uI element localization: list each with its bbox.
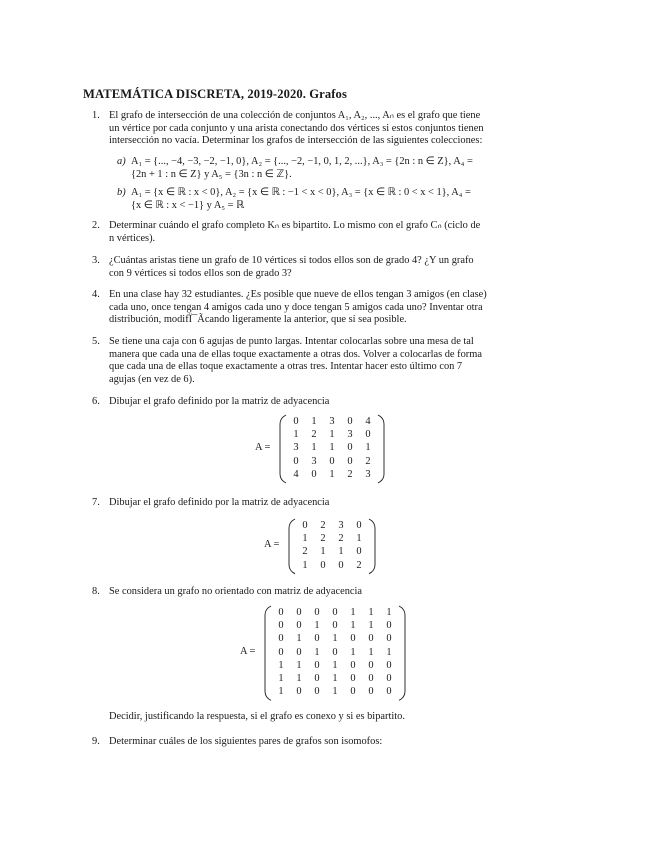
matrix-cell: 0 — [338, 559, 344, 571]
matrix-cell: 1 — [278, 659, 284, 671]
matrix-cell: 0 — [314, 673, 320, 684]
text-line: Decidir, justificando la respuesta, si el grafo es conexo y si es bipartito. — [109, 711, 405, 722]
matrix-cell: 0 — [356, 546, 362, 558]
text-line: Determinar cuándo el grafo completo Kₙ es bipartito. Lo mismo con el grafo Cₙ (ciclo de — [109, 220, 481, 231]
matrix-cell: 1 — [320, 546, 326, 558]
matrix-cell: 0 — [296, 607, 302, 618]
problem-5 — [92, 336, 562, 386]
matrix-cell: 3 — [347, 429, 353, 441]
matrix-cell: 2 — [320, 520, 326, 531]
matrix-cell: 1 — [368, 620, 374, 632]
matrix-cell: 1 — [332, 686, 338, 698]
matrix-cell: 4 — [365, 416, 371, 427]
right-paren — [368, 518, 376, 575]
matrix-cell: 0 — [350, 673, 356, 684]
problem-1a — [117, 156, 557, 181]
matrix-cell: 3 — [311, 455, 317, 467]
matrix-cell: 0 — [278, 646, 284, 658]
text-line: A₁ = {x ∈ ℝ : x < 0}, A₂ = {x ∈ ℝ : −1 < x < 0}, A₃ = {x ∈ ℝ : 0 < x < 1}, A₄ = — [131, 187, 471, 198]
matrix-cell: 0 — [296, 686, 302, 698]
matrix-cell: 0 — [278, 620, 284, 632]
left-paren — [279, 414, 287, 484]
problem-number: 7. — [92, 497, 100, 508]
text-line: manera que cada una de ellas toque exactamente a otras dos. Volver a colocarlas de forma — [109, 348, 482, 360]
matrix-cell: 0 — [350, 633, 356, 645]
matrix-cell: 1 — [365, 442, 371, 454]
matrix-cell: 1 — [302, 559, 308, 571]
matrix-cell: 1 — [311, 442, 317, 454]
matrix-cell: 0 — [311, 468, 317, 480]
matrix-cell: 0 — [320, 559, 326, 571]
matrix-cell: 0 — [386, 659, 392, 671]
matrix-cell: 3 — [365, 468, 371, 480]
text-line: cada uno, once tengan 4 amigos cada uno y doce tengan 5 amigos cada uno? Inventar otra — [109, 301, 483, 313]
matrix-cell: 1 — [278, 686, 284, 698]
problem-2 — [92, 220, 562, 245]
problem-number: 8. — [92, 586, 100, 597]
problem-number: 6. — [92, 396, 100, 407]
matrix-cell: 0 — [293, 416, 299, 427]
matrix-cell: 0 — [296, 620, 302, 632]
matrix-cell: 3 — [338, 520, 344, 531]
problem-6 — [92, 396, 562, 409]
matrix-cell: 1 — [296, 633, 302, 645]
problem-7 — [92, 497, 562, 510]
matrix-cell: 1 — [368, 607, 374, 618]
matrix-label: A = — [264, 539, 280, 551]
matrix-cell: 4 — [293, 468, 299, 480]
matrix-cell: 1 — [368, 646, 374, 658]
matrix-cell: 1 — [296, 673, 302, 684]
matrix-cell: 2 — [338, 533, 344, 545]
matrix-cell: 1 — [332, 673, 338, 684]
matrix-cell: 0 — [347, 455, 353, 467]
matrix-cell: 0 — [332, 607, 338, 618]
matrix-label: A = — [255, 442, 271, 453]
matrix-cell: 0 — [350, 686, 356, 698]
matrix-cell: 0 — [386, 686, 392, 698]
matrix-cell: 0 — [356, 520, 362, 531]
matrix-cell: 0 — [386, 673, 392, 684]
matrix-cell: 0 — [296, 646, 302, 658]
matrix-cell: 1 — [278, 673, 284, 684]
matrix-cell: 0 — [302, 520, 308, 531]
matrix-cell: 0 — [368, 673, 374, 684]
sub-label: b) — [117, 187, 126, 198]
problem-9 — [92, 736, 562, 749]
matrix-cell: 3 — [293, 442, 299, 454]
matrix-label: A = — [240, 646, 256, 658]
text-line: Se tiene una caja con 6 agujas de punto largas. Intentar colocarlas sobre una mesa de tal — [109, 336, 474, 347]
text-line: con 9 vértices si todos ellos son de grado 3? — [109, 267, 292, 279]
matrix-cell: 1 — [350, 620, 356, 632]
matrix-cell: 1 — [293, 429, 299, 441]
right-paren — [377, 414, 385, 484]
matrix-cell: 1 — [350, 646, 356, 658]
matrix-cell: 2 — [302, 546, 308, 558]
text-line: En una clase hay 32 estudiantes. ¿Es posible que nueve de ellos tengan 3 amigos (en clase) — [109, 289, 487, 300]
matrix-cell: 0 — [368, 686, 374, 698]
matrix-cell: 0 — [314, 633, 320, 645]
matrix-cell: 0 — [332, 646, 338, 658]
right-paren — [398, 605, 406, 701]
text-line: ¿Cuántas aristas tiene un grafo de 10 vértices si todos ellos son de grado 4? ¿Y un grafo — [109, 255, 474, 266]
matrix-cell: 0 — [350, 659, 356, 671]
text-line: Se considera un grafo no orientado con matriz de adyacencia — [109, 586, 363, 597]
text-line: n vértices). — [109, 232, 156, 244]
matrix-cell: 0 — [368, 633, 374, 645]
matrix-cell: 0 — [347, 416, 353, 427]
matrix-cell: 2 — [347, 468, 353, 480]
matrix-cell: 1 — [332, 659, 338, 671]
matrix-cell: 1 — [338, 546, 344, 558]
matrix-cell: 0 — [347, 442, 353, 454]
matrix-cell: 1 — [311, 416, 317, 427]
problem-8 — [92, 586, 562, 599]
text-line: Dibujar el grafo definido por la matriz de adyacencia — [109, 497, 330, 508]
text-line: A₁ = {..., −4, −3, −2, −1, 0}, A₂ = {..., −2, −1, 0, 1, 2, ...}, A₃ = {2n : n ∈ Z}, A₄ = — [131, 156, 473, 167]
matrix-cell: 2 — [320, 533, 326, 545]
matrix-cell: 1 — [314, 620, 320, 632]
matrix-cell: 1 — [329, 429, 335, 441]
matrix-cell: 1 — [329, 442, 335, 454]
matrix-cell: 2 — [356, 559, 362, 571]
text-line: Determinar cuáles de los siguientes pares de grafos son isomofos: — [109, 736, 383, 747]
problem-8-question — [92, 711, 562, 724]
matrix-cell: 0 — [314, 686, 320, 698]
matrix-cell: 1 — [386, 646, 392, 658]
problem-number: 5. — [92, 336, 100, 347]
problem-1b — [117, 187, 557, 212]
matrix-cell: 1 — [314, 646, 320, 658]
matrix-cell: 0 — [314, 659, 320, 671]
matrix-cell: 3 — [329, 416, 335, 427]
matrix-cell: 0 — [278, 607, 284, 618]
matrix-cell: 1 — [296, 659, 302, 671]
text-line: agujas (en vez de 6). — [109, 373, 195, 385]
matrix-cell: 1 — [302, 533, 308, 545]
matrix-cell: 0 — [386, 620, 392, 632]
matrix-cell: 0 — [314, 607, 320, 618]
matrix-cell: 0 — [332, 620, 338, 632]
text-line: Dibujar el grafo definido por la matriz de adyacencia — [109, 396, 330, 407]
matrix-cell: 0 — [386, 633, 392, 645]
text-line: El grafo de intersección de una colección de conjuntos A₁, A₂, ..., Aₙ es el grafo que tiene — [109, 110, 481, 121]
matrix-cell: 0 — [365, 429, 371, 441]
problem-number: 3. — [92, 255, 100, 266]
matrix-cell: 1 — [329, 468, 335, 480]
matrix-cell: 0 — [329, 455, 335, 467]
problem-number: 4. — [92, 289, 100, 300]
problem-number: 9. — [92, 736, 100, 747]
text-line: {2n + 1 : n ∈ Z} y A₅ = {3n : n ∈ ℤ}. — [131, 168, 292, 180]
matrix-cell: 1 — [350, 607, 356, 618]
text-line: {x ∈ ℝ : x < −1} y A₅ = ℝ — [131, 199, 245, 211]
matrix-cell: 2 — [365, 455, 371, 467]
problem-3 — [92, 255, 562, 280]
text-line: que cada una de ellas toque exactamente a otras tres. Intentar hacer esto último con 7 — [109, 361, 463, 373]
matrix-cell: 0 — [368, 659, 374, 671]
matrix-cell: 0 — [278, 633, 284, 645]
matrix-cell: 2 — [311, 429, 317, 441]
left-paren — [288, 518, 296, 575]
page-title: MATEMÁTICA DISCRETA, 2019-2020. Grafos — [83, 87, 347, 101]
problem-1 — [92, 110, 562, 148]
text-line: un vértice por cada conjunto y una arista conectando dos vértices si estos conjuntos tienen — [109, 122, 484, 134]
matrix-cell: 1 — [332, 633, 338, 645]
problem-4 — [92, 289, 562, 327]
matrix-cell: 0 — [293, 455, 299, 467]
problem-number: 1. — [92, 110, 100, 121]
text-line: intersección no vacía. Determinar los grafos de intersección de las siguientes colecciones: — [109, 135, 483, 147]
sub-label: a) — [117, 156, 126, 167]
matrix-cell: 1 — [356, 533, 362, 545]
left-paren — [264, 605, 272, 701]
problem-number: 2. — [92, 220, 100, 231]
text-line: distribución, modifÏ¯Ãcando ligeramente la anterior, que sí sea posible. — [109, 314, 407, 326]
matrix-cell: 1 — [386, 607, 392, 618]
